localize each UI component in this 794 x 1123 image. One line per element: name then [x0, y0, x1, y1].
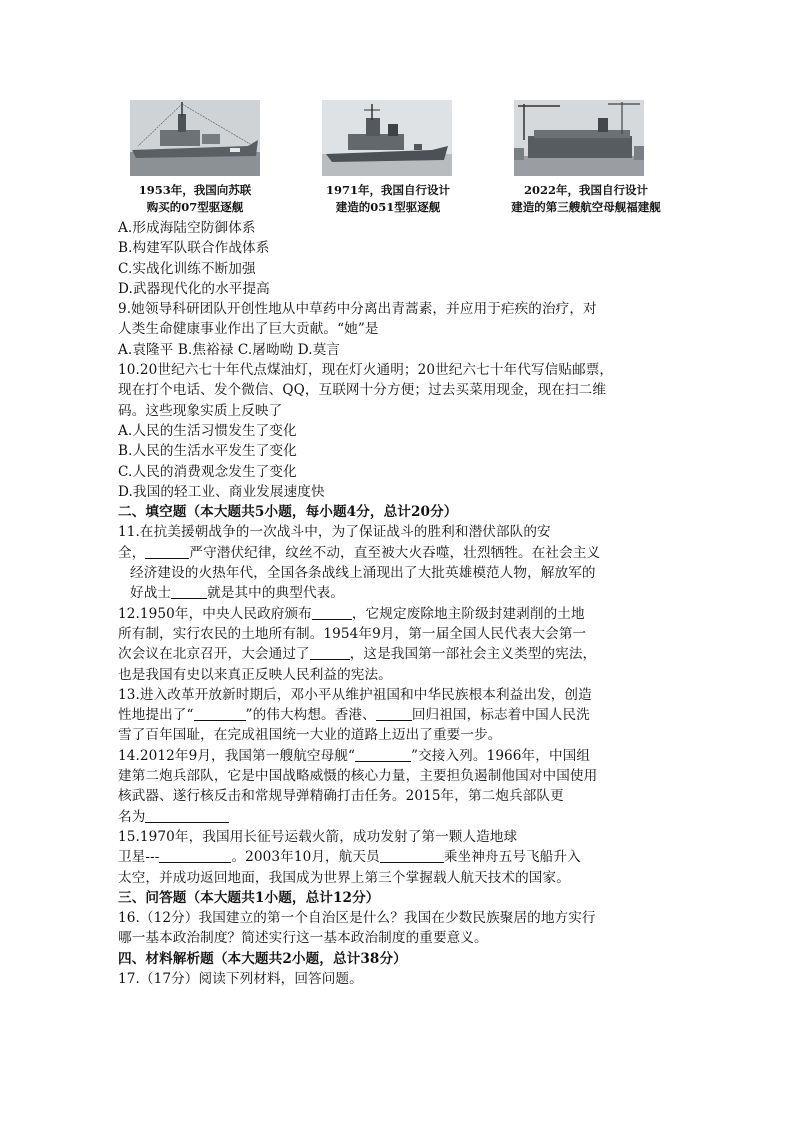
q17-line: 17.（17分）阅读下列材料，回答问题。	[118, 970, 363, 987]
fill-blank[interactable]	[312, 605, 352, 620]
fill-blank[interactable]	[145, 808, 229, 823]
caption-line: 1971年，我国自行设计	[325, 183, 450, 197]
caption-line: 购买的07型驱逐舰	[146, 200, 244, 214]
q12-text: ，它规定废除地主阶级封建剥削的土地	[351, 605, 585, 622]
q10-stem: 现在打个电话、发个微信、QQ，互联网十分方便；过去买菜用现金，现在扫二维	[118, 382, 607, 399]
fill-blank[interactable]	[355, 747, 411, 762]
q12-text: 次会议在北京召开，大会通过了	[118, 646, 310, 663]
q10-stem: 码。这些现象实质上反映了	[118, 402, 283, 419]
section-3-heading: 三、问答题（本大题共1小题，总计12分）	[118, 889, 380, 906]
fill-blank[interactable]	[171, 584, 207, 599]
q9-stem: 9.她领导科研团队开创性地从中草药中分离出青蒿素，并应用于疟疾的治疗，对	[118, 301, 597, 318]
q11-text: 好战士	[130, 585, 172, 602]
fill-blank[interactable]	[194, 706, 246, 721]
q14-line: 建第二炮兵部队，它是中国战略威慑的核心力量，主要担负遏制他国对中国使用	[118, 768, 598, 785]
q8-option-d: D.武器现代化的水平提高	[118, 280, 270, 297]
q11-line	[118, 583, 678, 603]
q16-line: 16.（12分）我国建立的第一个自治区是什么？我国在少数民族聚居的地方实行	[118, 910, 596, 927]
q12-text: 12.1950年，中央人民政府颁布	[118, 605, 312, 622]
q13-text: 性地提出了“	[118, 707, 194, 724]
q13-line: 雪了百年国耻，在完成祖国统一大业的道路上迈出了重要一步。	[118, 727, 502, 744]
photo-caption-1	[116, 182, 274, 216]
fill-blank[interactable]	[310, 645, 350, 660]
q13-text: ”的伟大构想。香港、	[245, 707, 376, 724]
q8-option-b: B.构建军队联合作战体系	[118, 240, 270, 257]
q11-line: 经济建设的火热年代，全国各条战线上涌现出了大批英雄模范人物，解放军的	[130, 565, 596, 582]
q10-option-a: A.人民的生活习惯发生了变化	[118, 422, 297, 439]
q12-line	[118, 644, 678, 664]
photo-caption-2	[308, 182, 468, 216]
caption-line: 1953年，我国向苏联	[138, 183, 252, 197]
q10-option-d: D.我国的轻工业、商业发展速度快	[118, 483, 325, 500]
fill-blank[interactable]	[380, 848, 444, 863]
q13-text: 回归祖国，标志着中国人民洗	[411, 707, 590, 724]
section-4-heading: 四、材料解析题（本大题共2小题，总计38分）	[118, 950, 407, 967]
q14-text: ”交接入列。1966年，中国组	[411, 747, 591, 764]
q10-option-c: C.人民的消费观念发生了变化	[118, 463, 297, 480]
q14-line: 核武器、遂行核反击和常规导弹精确打击任务。2015年，第二炮兵部队更	[118, 788, 564, 805]
photo-caption-3	[496, 182, 676, 216]
caption-line: 2022年，我国自行设计	[523, 183, 648, 197]
carrier-fujian-photo	[514, 100, 644, 176]
q11-text: 严守潜伏纪律，纹丝不动，直至被大火吞噬，壮烈牺牲。在社会主义	[189, 544, 601, 561]
question-text	[118, 218, 678, 989]
q14-text: 名为	[118, 808, 146, 825]
q10-stem: 10.20世纪六七十年代点煤油灯，现在灯火通明；20世纪六七十年代写信贴邮票，	[118, 362, 614, 379]
q16-line: 哪一基本政治制度？简述实行这一基本政治制度的重要意义。	[118, 930, 488, 947]
q14-line	[118, 746, 678, 766]
destroyer-07-photo	[130, 100, 260, 176]
q11-text: 全，	[118, 544, 146, 561]
q12-line	[118, 604, 678, 624]
destroyer-051-photo	[322, 100, 452, 176]
q11-line	[118, 543, 678, 563]
q10-option-b: B.人民的生活水平发生了变化	[118, 443, 297, 460]
q15-text: 乘坐神舟五号飞船升入	[443, 849, 581, 866]
q15-line	[118, 847, 678, 867]
q13-line: 13.进入改革开放新时期后，邓小平从维护祖国和中华民族根本利益出发，创造	[118, 686, 592, 703]
fill-blank[interactable]	[159, 848, 231, 863]
q14-text: 14.2012年9月，我国第一艘航空母舰“	[118, 747, 356, 764]
q15-line: 太空，并成功返回地面，我国成为世界上第三个掌握载人航天技术的国家。	[118, 869, 570, 886]
q12-line: 也是我国有史以来真正反映人民利益的宪法。	[118, 666, 392, 683]
q11-line: 11.在抗美援朝战争的一次战斗中，为了保证战斗的胜利和潜伏部队的安	[118, 524, 551, 541]
q9-stem: 人类生命健康事业作出了巨大贡献。“她”是	[118, 321, 379, 338]
q8-option-c: C.实战化训练不断加强	[118, 260, 256, 277]
q15-text: 。2003年10月，航天员	[231, 849, 380, 866]
caption-line: 建造的051型驱逐舰	[335, 200, 441, 214]
photo-row	[118, 100, 678, 218]
q12-text: ，这是我国第一部社会主义类型的宪法，	[349, 646, 597, 663]
q15-line: 15.1970年，我国用长征号运载火箭，成功发射了第一颗人造地球	[118, 828, 518, 845]
section-2-heading: 二、填空题（本大题共5小题，每小题4分，总计20分）	[118, 504, 458, 521]
q8-option-a: A.形成海陆空防御体系	[118, 220, 256, 236]
fill-blank[interactable]	[376, 706, 412, 721]
q9-options: A.袁隆平 B.焦裕禄 C.屠呦呦 D.莫言	[118, 341, 341, 358]
fill-blank[interactable]	[145, 544, 189, 559]
exam-page	[118, 100, 678, 989]
caption-line: 建造的第三艘航空母舰福建舰	[511, 200, 661, 214]
q12-line: 所有制，实行农民的土地所有制。1954年9月，第一届全国人民代表大会第一	[118, 625, 587, 642]
q14-line	[118, 807, 678, 827]
q11-text: 就是其中的典型代表。	[207, 585, 345, 602]
q13-line	[118, 705, 678, 725]
q15-text: 卫星---	[118, 849, 160, 866]
